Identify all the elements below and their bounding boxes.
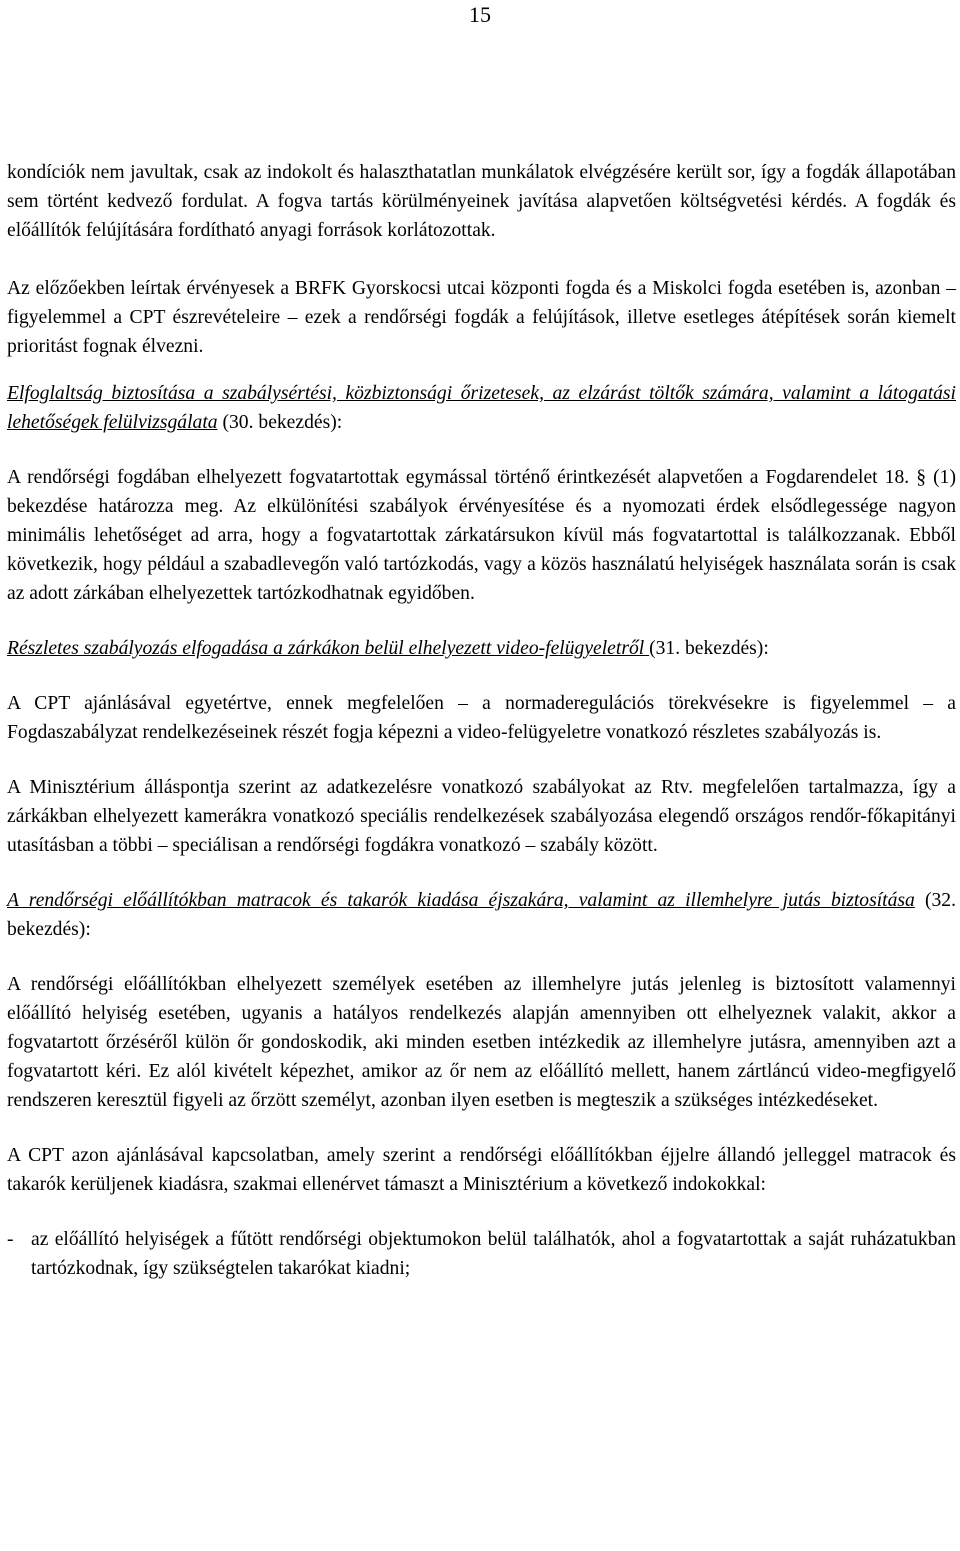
page-number: 15: [469, 2, 491, 27]
paragraph-ministry-position: A Minisztérium álláspontja szerint az adatkezelésre vonatkozó szabályokat az Rtv. megfelelően tartalmazza, így a zárkákban elhelyezett kamerákra vonatkozó speciális rendelkezések szabályozása elegendő országos rendőr-főkapitányi utasításban a többi – speciálisan a rendőrségi fogdákra vonatkozó – szabály között.: [7, 777, 956, 856]
paragraph-cpt-mattress: A CPT azon ajánlásával kapcsolatban, amely szerint a rendőrségi előállítókban éjjelre állandó jelleggel matracok és takarók kerüljenek kiadásra, szakmai ellenérvet támaszt a Minisztérium a következő indokokkal:: [7, 1145, 956, 1195]
paragraph-contact-rules: A rendőrségi fogdában elhelyezett fogvatartottak egymással történő érintkezését alapvetően a Fogdarendelet 18. § (1) bekezdése határozza meg. Az elkülönítési szabályok érvényesítése és a nyomozati érdek elsődlegessége nagyon minimális lehetőséget ad arra, hogy a fogvatartottak zárkatársukon kívül más fogvatartottal is találkozzanak. Ebből következik, hogy például a szabadlevegőn való tartózkodás, vagy a közös használatú helyiségek használata során is csak az adott zárkában elhelyezettek tartózkodhatnak egyidőben.: [7, 467, 956, 604]
list-bullet-dash: -: [7, 1229, 14, 1250]
section-heading-32-ref: (32. bekezdés):: [7, 890, 956, 940]
paragraph-toilet-access: A rendőrségi előállítókban elhelyezett személyek esetében az illemhelyre jutás jelenleg is biztosított valamennyi előállító helyiség esetében, ugyanis a hatályos rendelkezés alapján amennyiben ott elhelyeznek valakit, akkor a fogvatartott őrzéséről külön őr gondoskodik, aki minden esetben intézkedik az illemhelyre jutásra, amennyiben azt a fogvatartott kéri. Ez alól kivételt képezhet, amikor az őr nem az előállító mellett, hanem zártláncú video-megfigyelő rendszeren keresztül figyeli az őrzött személyt, azonban ilyen esetben is megteszik a szükséges intézkedéseket.: [7, 974, 956, 1111]
section-heading-32-title: A rendőrségi előállítókban matracok és takarók kiadása éjszakára, valamint az illemhelyre jutás biztosítása: [7, 890, 915, 911]
list-item: [7, 1225, 956, 1283]
paragraph-cpt-video: A CPT ajánlásával egyetértve, ennek megfelelően – a normaderegulációs törekvésekre is figyelemmel – a Fogdaszabályzat rendelkezéseinek részét fogja képezni a video-felügyeletre vonatkozó részletes szabályozás is.: [7, 693, 956, 743]
paragraph-funding: kondíciók nem javultak, csak az indokolt és halaszthatatlan munkálatok elvégzésére került sor, így a fogdák állapotában sem történt kedvező fordulat. A fogva tartás körülményeinek javítása alapvetően költségvetési kérdés. A fogdák és előállítók felújítására fordítható anyagi források korlátozottak.: [7, 162, 956, 241]
section-heading-30: [7, 379, 956, 437]
section-heading-32: [7, 886, 956, 944]
section-heading-30-title: Elfoglaltság biztosítása a szabálysértési, közbiztonsági őrizetesek, az elzárást töltők számára, valamint a látogatási lehetőségek felülvizsgálata: [7, 383, 956, 433]
section-heading-31-ref: (31. bekezdés):: [649, 638, 769, 659]
paragraph-brfk-miskolc: Az előzőekben leírtak érvényesek a BRFK Gyorskocsi utcai központi fogda és a Miskolci fogda esetében is, azonban – figyelemmel a CPT észrevételeire – ezek a rendőrségi fogdák a felújítások, illetve esetleges átépítések során kiemelt prioritást fognak élvezni.: [7, 278, 956, 357]
document-body: [7, 158, 956, 1283]
section-heading-31-title: Részletes szabályozás elfogadása a zárkákon belül elhelyezett video-felügyeletről: [7, 638, 650, 659]
section-heading-31: [7, 634, 956, 663]
section-heading-30-ref: (30. bekezdés):: [217, 412, 343, 433]
list-item-text: az előállító helyiségek a fűtött rendőrségi objektumokon belül találhatók, ahol a fogvatartottak a saját ruházatukban tartózkodnak, így szükségtelen takarókat kiadni;: [31, 1229, 956, 1279]
